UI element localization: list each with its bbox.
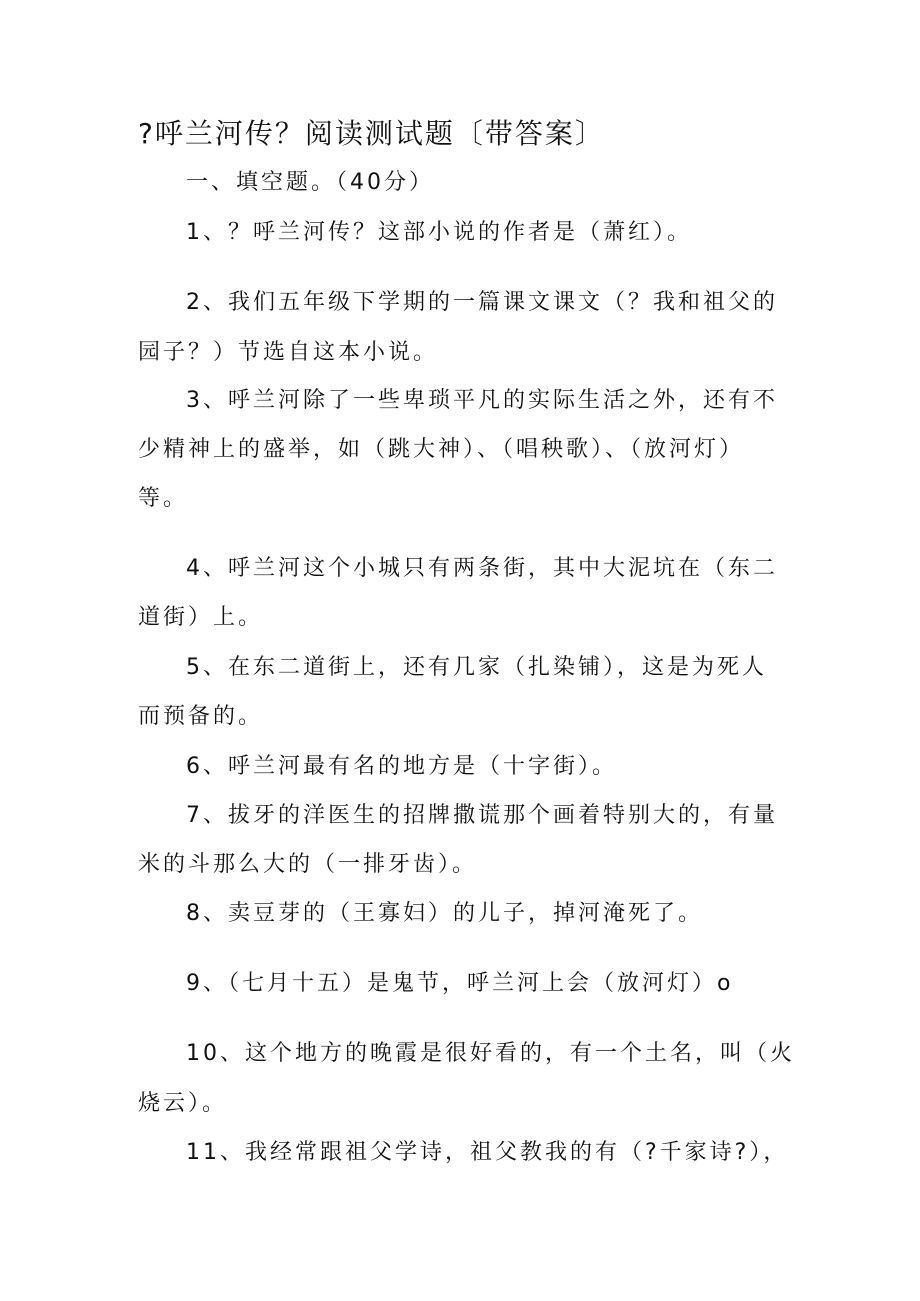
question-5-line-1: 5、在东二道街上，还有几家（扎染铺），这是为死人 [186,655,767,680]
section-heading: 一、填空题。（40分） [186,170,434,195]
question-7-line-1: 7、拔牙的洋医生的招牌撒谎那个画着特别大的，有量 [186,803,778,828]
question-10-line-2: 烧云）。 [138,1091,228,1116]
document-title: ?呼兰河传？阅读测试题〔带答案〕 [138,117,605,150]
question-5-line-2: 而预备的。 [138,704,264,729]
question-3-line-2: 少精神上的盛举，如（跳大神）、（唱秧歌）、（放河灯） [138,437,745,462]
question-3-line-3: 等。 [138,486,189,511]
question-7-line-2: 米的斗那么大的（一排牙齿）。 [138,852,478,877]
question-10-line-1: 10、这个地方的晚霞是很好看的，有一个土名，叫（火 [186,1041,795,1066]
question-2-line-1: 2、我们五年级下学期的一篇课文课文（？我和祖父的 [186,290,778,315]
question-4-line-2: 道街）上。 [138,605,264,630]
question-1-line-1: 1、？呼兰河传？这部小说的作者是（萧红）。 [186,220,692,245]
question-9-line-1: 9、（七月十五）是鬼节，呼兰河上会（放河灯）o [186,971,734,996]
question-11-line-1: 11、我经常跟祖父学诗，祖父教我的有（?千家诗?）， [186,1140,789,1165]
question-3-line-1: 3、呼兰河除了一些卑琐平凡的实际生活之外，还有不 [186,388,778,413]
question-4-line-1: 4、呼兰河这个小城只有两条街，其中大泥坑在（东二 [186,556,778,581]
question-6-line-1: 6、呼兰河最有名的地方是（十字街）。 [186,754,617,779]
question-8-line-1: 8、卖豆芽的（王寡妇）的儿子，掉河淹死了。 [186,901,703,926]
question-2-line-2: 园子？）节选自这本小说。 [138,340,439,365]
